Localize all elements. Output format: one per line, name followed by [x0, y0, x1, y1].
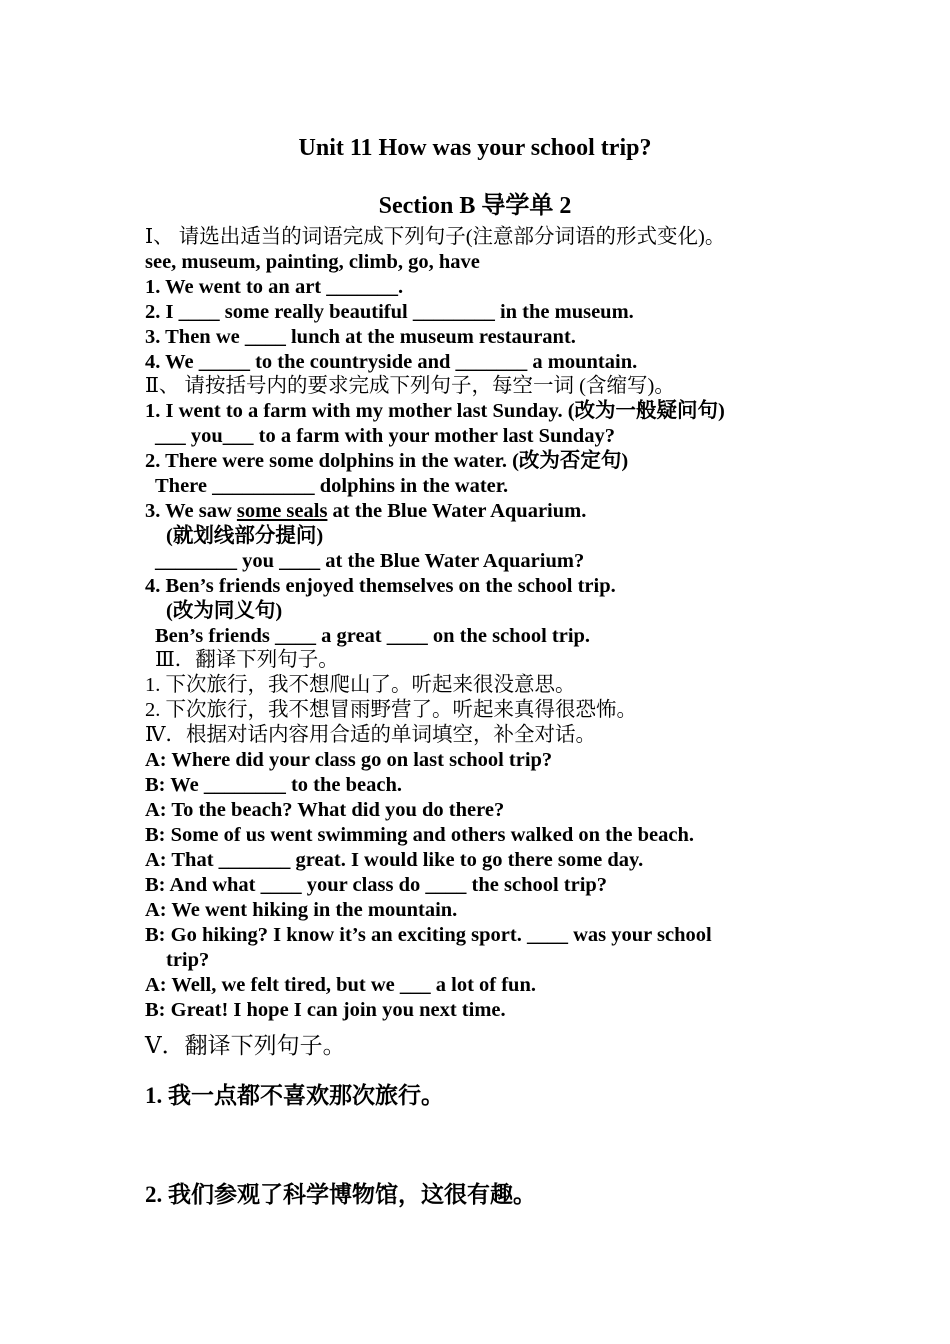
page-subtitle: Section B 导学单 2	[378, 193, 572, 219]
q3-underlined-phrase: some seals	[236, 500, 328, 522]
part5-item-1: 1. 我一点都不喜欢那次旅行。	[145, 1083, 444, 1108]
part3-item-2: 2. 下次旅行，我不想冒雨野营了。听起来真得很恐怖。	[145, 699, 637, 721]
part2-answer-4: Ben’s friends ____ a great ____ on the school trip.	[155, 625, 591, 647]
part2-note-3: (就划线部分提问)	[166, 525, 324, 547]
part5-heading: Ⅴ．翻译下列句子。	[145, 1033, 346, 1058]
part4-heading: Ⅳ．根据对话内容用合适的单词填空，补全对话。	[145, 724, 596, 746]
dialogue-line-3: A: To the beach? What did you do there?	[145, 799, 505, 821]
page-title: Unit 11 How was your school trip?	[298, 135, 652, 161]
part1-heading: Ⅰ、 请选出适当的词语完成下列句子(注意部分词语的形式变化)。	[145, 226, 726, 248]
q3-prefix: 3. We saw	[145, 500, 237, 522]
q3-suffix: at the Blue Water Aquarium.	[327, 500, 587, 522]
part1-item-4: 4. We _____ to the countryside and _______ a mountain.	[145, 351, 638, 373]
dialogue-line-8-continued: trip?	[166, 949, 210, 971]
dialogue-line-10: B: Great! I hope I can join you next time.	[145, 999, 506, 1021]
dialogue-line-5: A: That _______ great. I would like to go there some day.	[145, 849, 644, 871]
part2-note-4: (改为同义句)	[166, 600, 283, 622]
dialogue-line-1: A: Where did your class go on last school trip?	[145, 749, 553, 771]
part1-word-bank: see, museum, painting, climb, go, have	[145, 251, 480, 273]
part3-item-1: 1. 下次旅行，我不想爬山了。听起来很没意思。	[145, 674, 576, 696]
dialogue-line-4: B: Some of us went swimming and others walked on the beach.	[145, 824, 694, 846]
dialogue-line-2: B: We ________ to the beach.	[145, 774, 403, 796]
part2-question-2: 2. There were some dolphins in the water. (改为否定句)	[145, 450, 629, 472]
dialogue-line-7: A: We went hiking in the mountain.	[145, 899, 458, 921]
part2-question-4: 4. Ben’s friends enjoyed themselves on the school trip.	[145, 575, 616, 597]
part2-heading: Ⅱ、 请按括号内的要求完成下列句子，每空一词 (含缩写)。	[145, 375, 675, 397]
part2-answer-3: ________ you ____ at the Blue Water Aquarium?	[155, 550, 585, 572]
part5-item-2: 2. 我们参观了科学博物馆，这很有趣。	[145, 1182, 536, 1207]
dialogue-line-8: B: Go hiking? I know it’s an exciting sport. ____ was your school	[145, 924, 712, 946]
part2-question-3	[145, 499, 586, 523]
part3-heading: Ⅲ．翻译下列句子。	[155, 649, 339, 671]
part2-answer-2: There __________ dolphins in the water.	[155, 475, 509, 497]
dialogue-line-9: A: Well, we felt tired, but we ___ a lot of fun.	[145, 974, 536, 996]
part2-answer-1: ___ you___ to a farm with your mother last Sunday?	[155, 425, 615, 447]
part1-item-1: 1. We went to an art _______.	[145, 276, 404, 298]
part1-item-3: 3. Then we ____ lunch at the museum restaurant.	[145, 326, 576, 348]
part2-question-1: 1. I went to a farm with my mother last Sunday. (改为一般疑问句)	[145, 400, 725, 422]
dialogue-line-6: B: And what ____ your class do ____ the school trip?	[145, 874, 608, 896]
part1-item-2: 2. I ____ some really beautiful ________ in the museum.	[145, 301, 634, 323]
